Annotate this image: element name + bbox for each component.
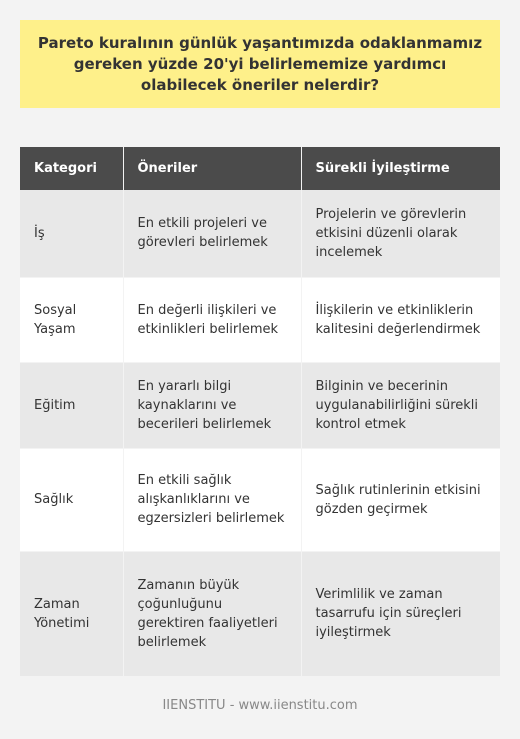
table-cell-improvement: Sağlık rutinlerinin etkisini gözden geçirmek — [301, 448, 500, 551]
header-surekli-iyilestirme: Sürekli İyileştirme — [301, 147, 500, 190]
table-row — [20, 551, 500, 676]
table-cell-category: Zaman Yönetimi — [20, 551, 123, 676]
table-header-row — [20, 147, 500, 190]
table-cell-improvement: Verimlilik ve zaman tasarrufu için süreçleri iyileştirmek — [301, 551, 500, 676]
table-cell-category: Sosyal Yaşam — [20, 277, 123, 362]
table-cell-improvement: Projelerin ve görevlerin etkisini düzenli olarak incelemek — [301, 190, 500, 277]
table-row — [20, 448, 500, 551]
table-cell-suggestion: En etkili projeleri ve görevleri belirlemek — [123, 190, 301, 277]
header-kategori: Kategori — [20, 147, 123, 190]
table-cell-suggestion: En yararlı bilgi kaynaklarını ve becerileri belirlemek — [123, 362, 301, 448]
page-title: Pareto kuralının günlük yaşantımızda odaklanmamız gereken yüzde 20'yi belirlememize yardımcı olabilecek öneriler nelerdir? — [37, 33, 483, 94]
footer-credit: IIENSTITU - www.iienstitu.com — [162, 698, 358, 713]
table-cell-improvement: Bilginin ve becerinin uygulanabilirliğini sürekli kontrol etmek — [301, 362, 500, 448]
table-row — [20, 190, 500, 277]
table-row — [20, 277, 500, 362]
table-cell-suggestion: En değerli ilişkileri ve etkinlikleri belirlemek — [123, 277, 301, 362]
table-cell-category: İş — [20, 190, 123, 277]
table-cell-suggestion: Zamanın büyük çoğunluğunu gerektiren faaliyetleri belirlemek — [123, 551, 301, 676]
header-oneriler: Öneriler — [123, 147, 301, 190]
table-row — [20, 362, 500, 448]
table-cell-suggestion: En etkili sağlık alışkanlıklarını ve egzersizleri belirlemek — [123, 448, 301, 551]
table-cell-improvement: İlişkilerin ve etkinliklerin kalitesini değerlendirmek — [301, 277, 500, 362]
table-cell-category: Eğitim — [20, 362, 123, 448]
table-cell-category: Sağlık — [20, 448, 123, 551]
suggestions-table — [20, 147, 500, 677]
title-banner — [20, 20, 500, 108]
